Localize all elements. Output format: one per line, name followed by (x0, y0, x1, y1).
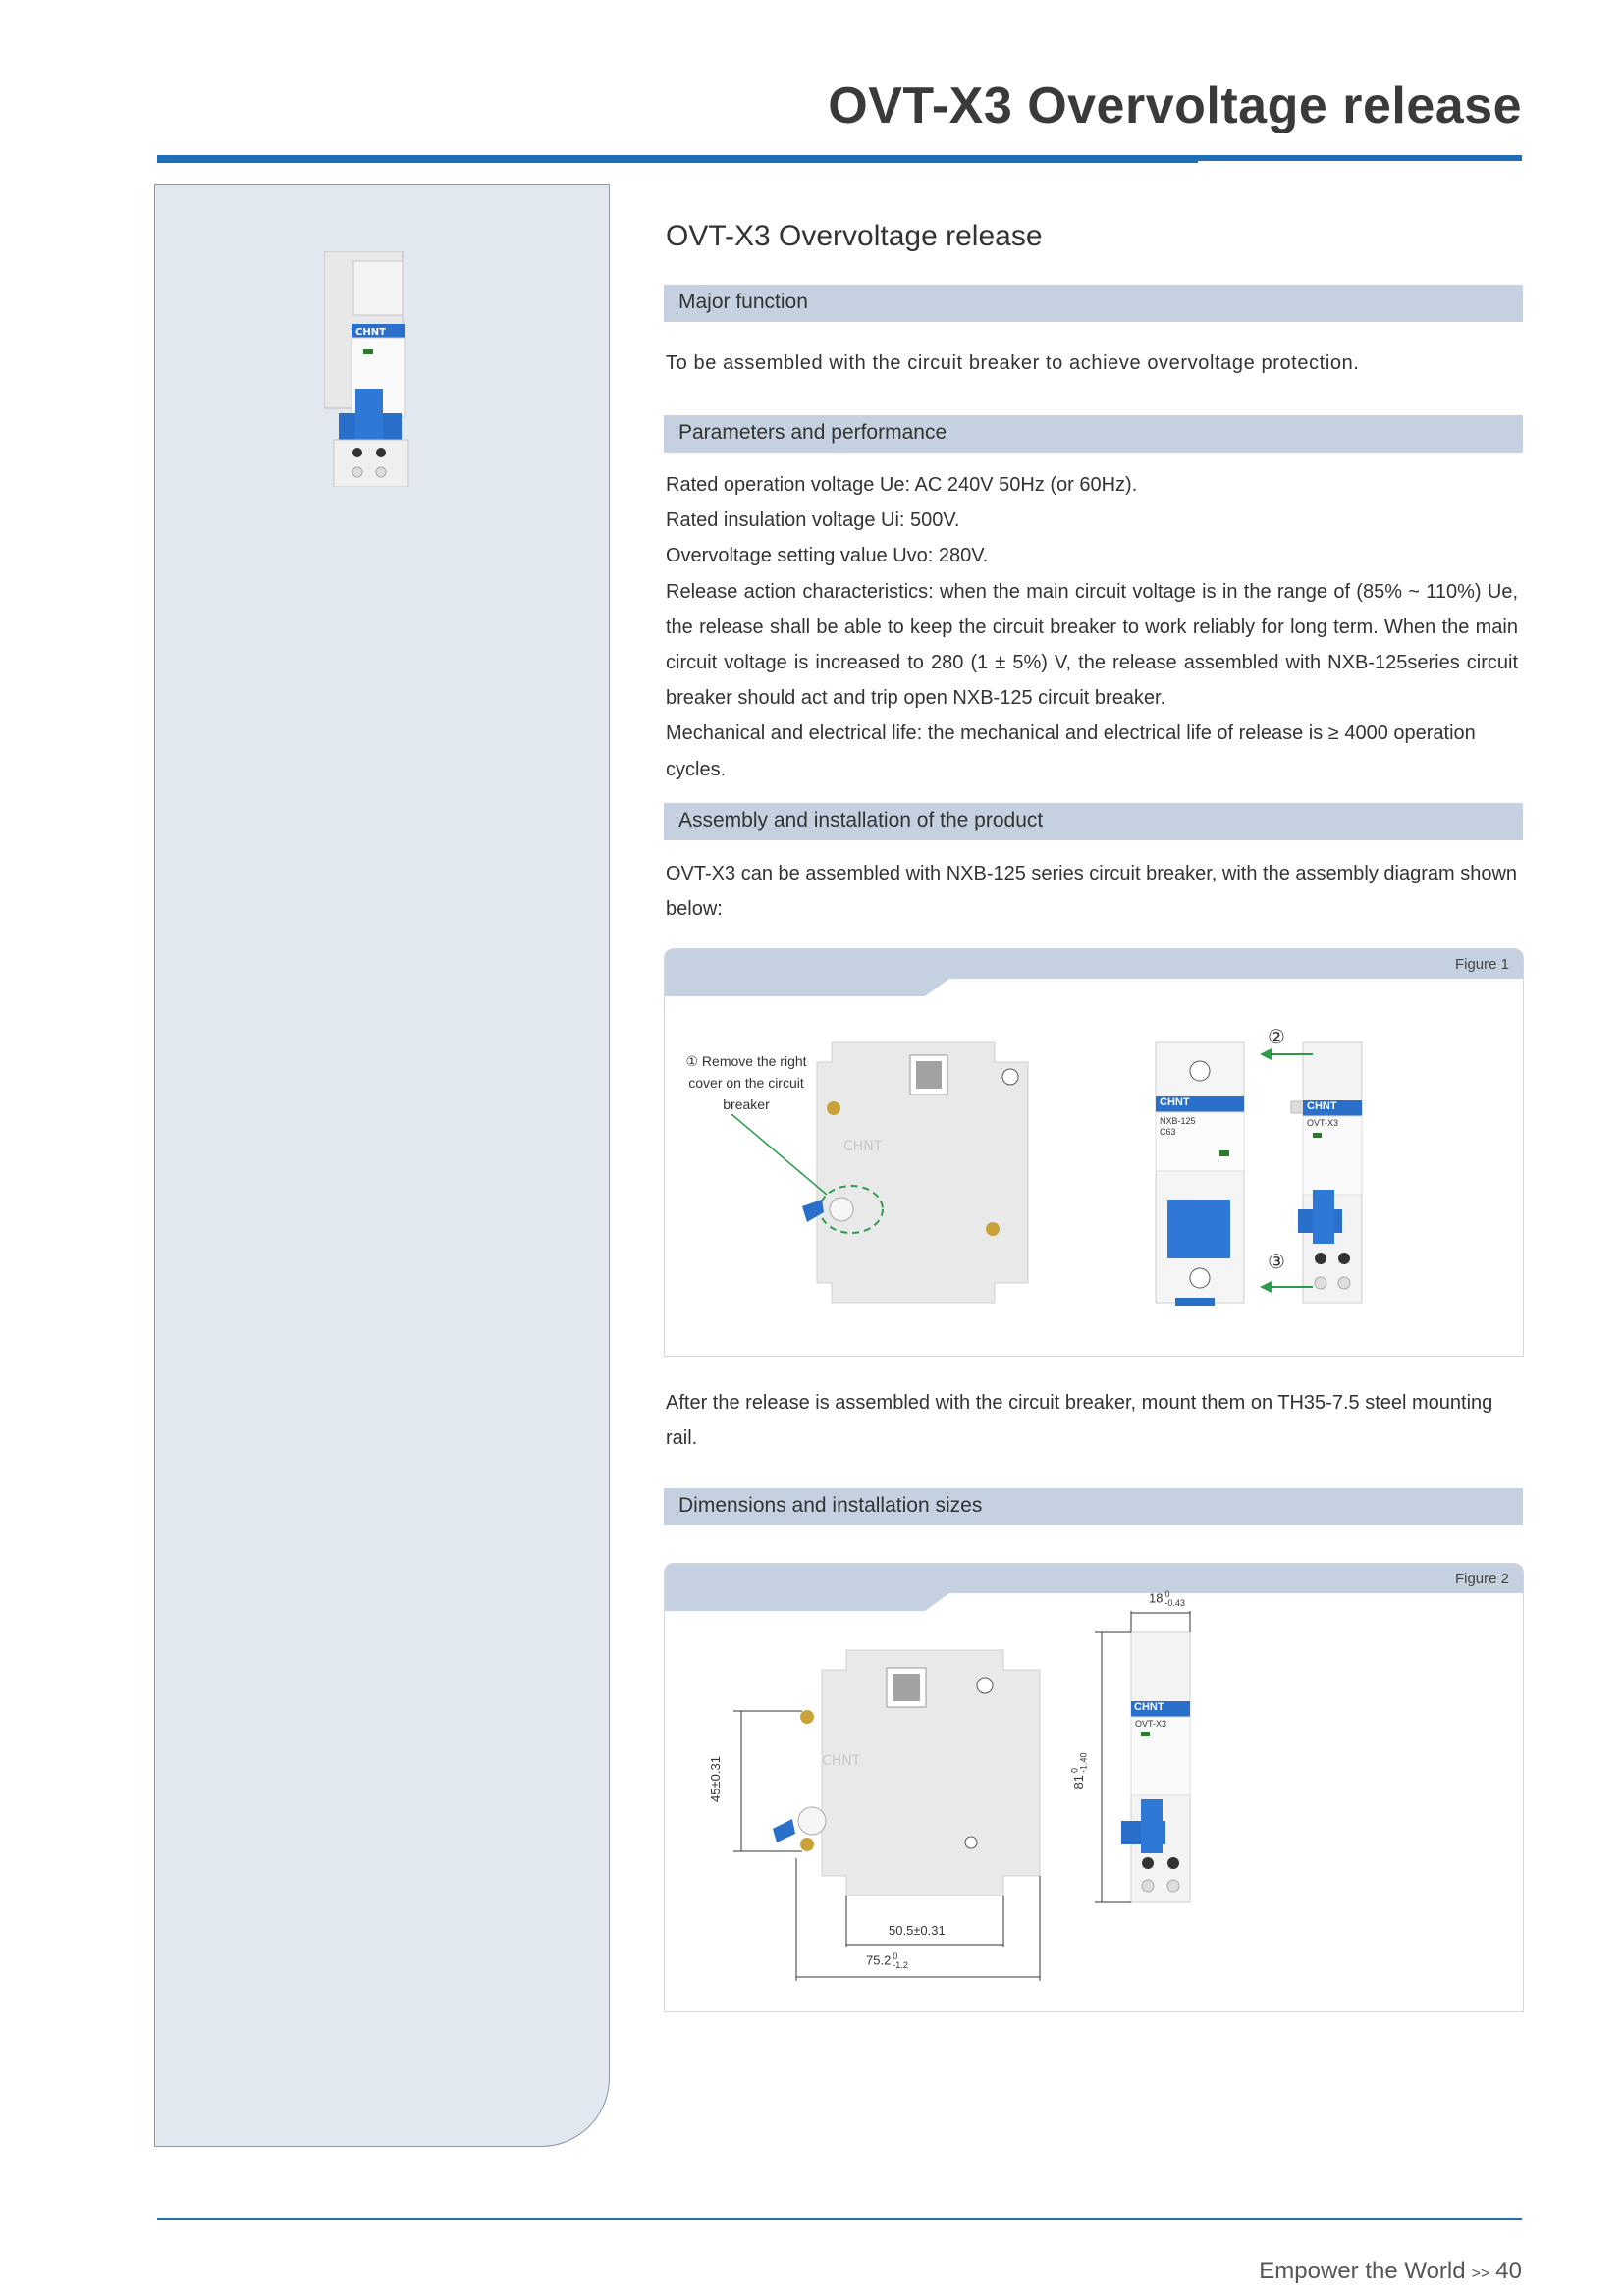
dim-side-main: 81 (1070, 1775, 1086, 1789)
release-model-label: OVT-X3 (1307, 1118, 1339, 1128)
section-heading: Dimensions and installation sizes (678, 1494, 983, 1517)
section-header-assembly (664, 803, 1523, 840)
callout-line: cover on the circuit (688, 1075, 804, 1091)
figure-2 (664, 1563, 1524, 2012)
parameter-item: Rated insulation voltage Ui: 500V. (666, 509, 960, 532)
dim-top-label (1149, 1590, 1185, 1608)
figure-1-label: Figure 1 (1454, 956, 1509, 973)
figure-1 (664, 948, 1524, 1357)
callout-line: Remove the right (701, 1053, 807, 1069)
footer-arrows: >> (1471, 2266, 1490, 2282)
section-header-dimensions (664, 1488, 1523, 1525)
step-2-marker: ② (1268, 1027, 1285, 1048)
breaker-rating-label: C63 (1160, 1127, 1176, 1137)
section-header-major-function (664, 285, 1523, 322)
page-number: 40 (1495, 2258, 1522, 2284)
section-header-parameters (664, 415, 1523, 453)
breaker-brand-label: CHNT (1160, 1096, 1190, 1108)
dim-width-outer-label (866, 1952, 908, 1970)
dim-height-label: 45±0.31 (707, 1756, 723, 1802)
footer-rule (157, 2218, 1522, 2220)
figure-1-callout (673, 1050, 820, 1115)
parameter-item: Release action characteristics: when the main circuit voltage is in the range of (85% ~ 110%) Ue, the release shall be able to keep the circuit breaker to work reliably for long term. When the main circuit voltage is increased to 280 (1 ± 5%) V, the release assembled with NXB-125series circuit breaker should act and trip open NXB-125 circuit breaker. (666, 580, 1518, 710)
page-title: OVT-X3 Overvoltage release (828, 78, 1522, 134)
svg-text:CHNT: CHNT (822, 1753, 861, 1769)
dim-side-sup: 0 (1069, 1768, 1080, 1774)
section-heading: Parameters and performance (678, 421, 947, 444)
section-heading: Major function (678, 291, 808, 313)
dim-top-sub: -0.43 (1164, 1598, 1185, 1608)
section-title: OVT-X3 Overvoltage release (666, 220, 1043, 252)
parameters-list (666, 467, 1518, 787)
after-assembly-text: After the release is assembled with the circuit breaker, mount them on TH35-7.5 steel mounting rail. (666, 1392, 1493, 1450)
figure-1-drawing (665, 949, 1523, 1356)
parameter-item: Rated operation voltage Ue: AC 240V 50Hz (or 60Hz). (666, 474, 1138, 496)
figure-2-label: Figure 2 (1454, 1571, 1509, 1587)
parameter-item: Overvoltage setting value Uvo: 280V. (666, 545, 989, 567)
release-brand-label: CHNT (1307, 1100, 1337, 1112)
dim-width-inner-label: 50.5±0.31 (889, 1923, 946, 1938)
major-function-text: To be assembled with the circuit breaker to achieve overvoltage protection. (666, 352, 1360, 374)
svg-text:CHNT: CHNT (843, 1139, 883, 1154)
dim-width-outer-sup: 0 (893, 1951, 898, 1961)
release-brand-label: CHNT (1134, 1701, 1164, 1713)
section-heading: Assembly and installation of the product (678, 809, 1044, 831)
product-thumbnail-image (324, 251, 418, 487)
step-3-marker: ③ (1268, 1252, 1285, 1273)
figure-2-drawing (665, 1564, 1523, 2011)
assembly-text: OVT-X3 can be assembled with NXB-125 series circuit breaker, with the assembly diagram shown below: (666, 863, 1518, 921)
dim-width-outer-main: 75.2 (866, 1952, 892, 1968)
callout-number: ① (685, 1053, 699, 1069)
dim-top-sup: 0 (1164, 1589, 1170, 1599)
dim-top-main: 18 (1149, 1590, 1164, 1606)
dim-side-label (1070, 1753, 1088, 1789)
svg-text:CHNT: CHNT (355, 327, 386, 338)
parameter-item: Mechanical and electrical life: the mechanical and electrical life of release is ≥ 4000 operation cycles. (666, 722, 1476, 780)
footer-slogan: Empower the World (1259, 2258, 1466, 2284)
dim-width-outer-sub: -1.2 (893, 1960, 908, 1970)
breaker-model-label: NXB-125 (1160, 1116, 1196, 1126)
header-rule-thin (157, 161, 1198, 163)
footer (884, 2258, 1522, 2285)
callout-line: breaker (723, 1096, 770, 1112)
dim-side-sub: -1.40 (1078, 1752, 1089, 1774)
release-model-label: OVT-X3 (1135, 1719, 1167, 1729)
